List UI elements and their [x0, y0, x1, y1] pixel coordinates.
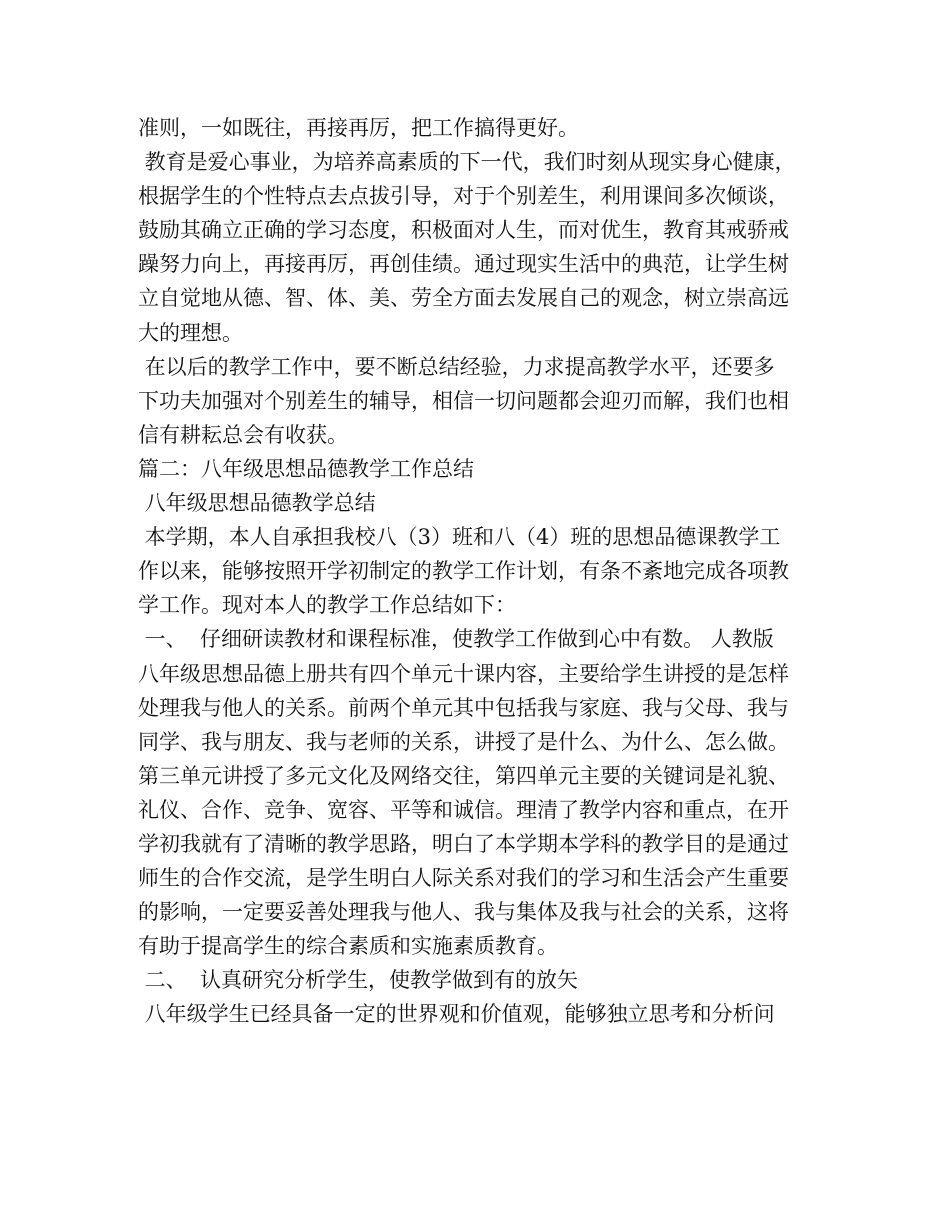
text-line: 躁努力向上，再接再厉，再创佳绩。通过现实生活中的典范，让学生树 [138, 252, 789, 277]
section-heading: 篇二：八年级思想品德教学工作总结 [138, 456, 474, 481]
text-line: 大的理想。 [138, 320, 243, 345]
text-line: 本学期，本人自承担我校八（3）班和八（4）班的思想品德课教学工 [138, 525, 781, 550]
text-line: 师生的合作交流，是学生明白人际关系对我们的学习和生活会产生重要 [138, 866, 789, 891]
numbered-point-one: 一、 仔细研读教材和课程标准，使教学工作做到心中有数。 人教版 [138, 627, 774, 652]
text-line: 下功夫加强对个别差生的辅导，相信一切问题都会迎刃而解，我们也相 [138, 388, 789, 413]
section-subtitle: 八年级思想品德教学总结 [138, 491, 376, 516]
text-line: 立自觉地从德、智、体、美、劳全方面去发展自己的观念，树立崇高远 [138, 286, 789, 311]
text-line: 第三单元讲授了多元文化及网络交往，第四单元主要的关键词是礼貌、 [138, 763, 789, 788]
text-line: 在以后的教学工作中，要不断总结经验，力求提高教学水平，还要多 [138, 354, 775, 379]
text-line: 准则，一如既往，再接再厉，把工作搞得更好。 [138, 116, 579, 140]
text-line: 学初我就有了清晰的教学思路，明白了本学期本学科的教学目的是通过 [138, 831, 789, 856]
text-line: 八年级学生已经具备一定的世界观和价值观，能够独立思考和分析问 [138, 1002, 775, 1027]
text-line: 学工作。现对本人的教学工作总结如下： [138, 593, 516, 618]
text-line: 礼仪、合作、竞争、宽容、平等和诚信。理清了教学内容和重点，在开 [138, 797, 789, 822]
text-line: 鼓励其确立正确的学习态度，积极面对人生，而对优生，教育其戒骄戒 [138, 218, 789, 243]
text-line: 同学、我与朋友、我与老师的关系，讲授了是什么、为什么、怎么做。 [138, 729, 789, 754]
text-line: 八年级思想品德上册共有四个单元十课内容，主要给学生讲授的是怎样 [138, 661, 789, 686]
document-body [138, 111, 828, 1032]
text-line: 根据学生的个性特点去点拔引导，对于个别差生，利用课间多次倾谈， [138, 184, 789, 209]
text-line: 的影响，一定要妥善处理我与他人、我与集体及我与社会的关系，这将 [138, 900, 789, 925]
numbered-point-two: 二、 认真研究分析学生，使教学做到有的放矢 [138, 968, 579, 993]
text-line: 信有耕耘总会有收获。 [138, 422, 348, 447]
text-line: 作以来，能够按照开学初制定的教学工作计划，有条不紊地完成各项教 [138, 559, 789, 584]
text-line: 教育是爱心事业，为培养高素质的下一代，我们时刻从现实身心健康， [138, 150, 796, 175]
text-line: 有助于提高学生的综合素质和实施素质教育。 [138, 934, 558, 959]
text-line: 处理我与他人的关系。前两个单元其中包括我与家庭、我与父母、我与 [138, 695, 789, 720]
